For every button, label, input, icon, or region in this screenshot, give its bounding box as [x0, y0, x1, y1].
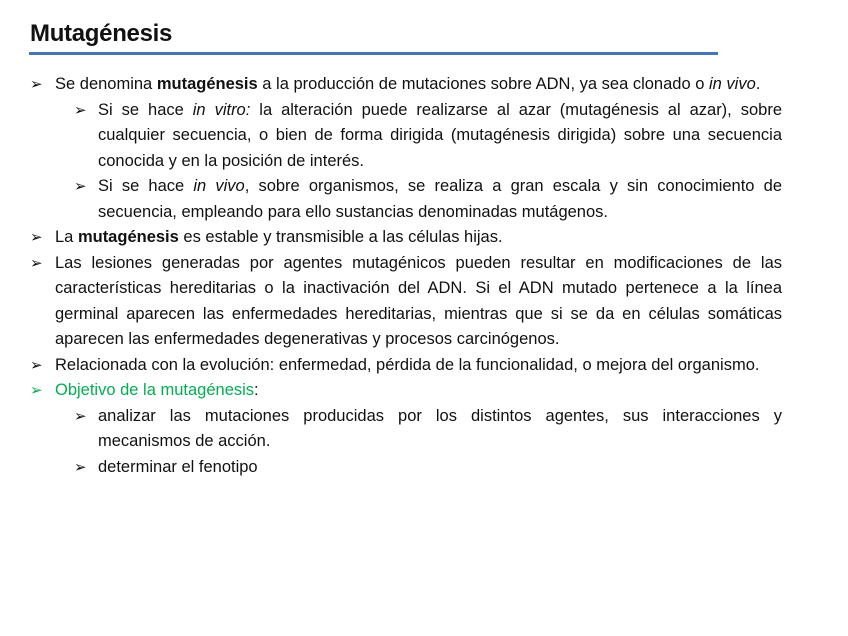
bullet-item-level-1 — [30, 251, 782, 353]
bullet-text-segment: in vitro: — [192, 100, 251, 119]
bullet-item-level-2 — [30, 98, 782, 175]
arrow-bullet-icon: ➢ — [74, 178, 87, 195]
arrow-bullet-icon: ➢ — [30, 254, 43, 272]
bullet-item-level-1 — [30, 225, 782, 251]
bullet-text-segment: mutagénesis — [77, 228, 179, 246]
bullet-text-segment: es estable y transmisible a las células hijas. — [178, 228, 503, 246]
bullet-item-level-2 — [30, 174, 782, 225]
bullet-text-segment: La — [55, 228, 78, 246]
bullet-text-segment: a la producción de mutaciones sobre ADN, ya sea clonado o — [257, 75, 709, 93]
bullet-text-segment: in vivo — [193, 177, 245, 195]
bullet-text-segment: determinar el fenotipo — [98, 457, 258, 476]
bullet-item-level-2 — [30, 404, 782, 455]
bullet-item-level-1 — [30, 353, 782, 379]
bullet-text-segment: : — [254, 381, 259, 399]
bullet-text-segment: Relacionada con la evolución: enfermedad, pérdida de la funcionalidad, o mejora del organismo. — [55, 355, 760, 374]
bullet-text-segment: Se denomina — [55, 75, 157, 93]
bullet-text-segment: . — [755, 75, 761, 93]
bullet-text-segment: la alteración puede realizarse al azar (mutagénesis al azar), sobre cualquier secuencia, o bien de forma dirigida (mutagénesis dirigida) sobre una secuencia conocida y en la posición de interés. — [98, 100, 782, 170]
bullet-text-segment: Si se hace — [98, 100, 193, 119]
bullet-list — [30, 72, 782, 480]
bullet-text-segment: , sobre organismos, se realiza a gran escala y sin conocimiento de secuencia, empleando para ello sustancias denominadas mutágenos. — [98, 177, 782, 221]
bullet-text-segment: Objetivo de la mutagénesis — [55, 381, 255, 399]
arrow-bullet-icon: ➢ — [30, 229, 43, 246]
arrow-bullet-icon: ➢ — [74, 407, 87, 425]
bullet-text-segment: analizar las mutaciones producidas por los distintos agentes, sus interacciones y mecanismos de acción. — [98, 406, 782, 450]
title-underline — [29, 52, 718, 55]
arrow-bullet-icon: ➢ — [30, 382, 43, 399]
slide-title: Mutagénesis — [30, 20, 173, 47]
bullet-item-level-1 — [30, 378, 782, 404]
arrow-bullet-icon: ➢ — [30, 356, 43, 374]
arrow-bullet-icon: ➢ — [30, 76, 43, 93]
arrow-bullet-icon: ➢ — [74, 458, 87, 476]
bullet-text-segment: in vivo — [708, 75, 756, 93]
bullet-text-segment: mutagénesis — [156, 75, 258, 93]
bullet-text-segment: Si se hace — [98, 177, 194, 195]
bullet-item-level-1 — [30, 72, 782, 98]
bullet-text-segment: Las lesiones generadas por agentes mutagénicos pueden resultar en modificaciones de las características hereditarias o la inactivación del ADN. Si el ADN mutado pertenece a la línea germinal aparecen las enfermedades hereditarias, mientras que si se da en células somáticas aparecen las enfermedades degenerativas y procesos carcinógenos. — [55, 253, 782, 348]
bullet-item-level-2 — [30, 455, 782, 481]
arrow-bullet-icon: ➢ — [74, 101, 87, 119]
